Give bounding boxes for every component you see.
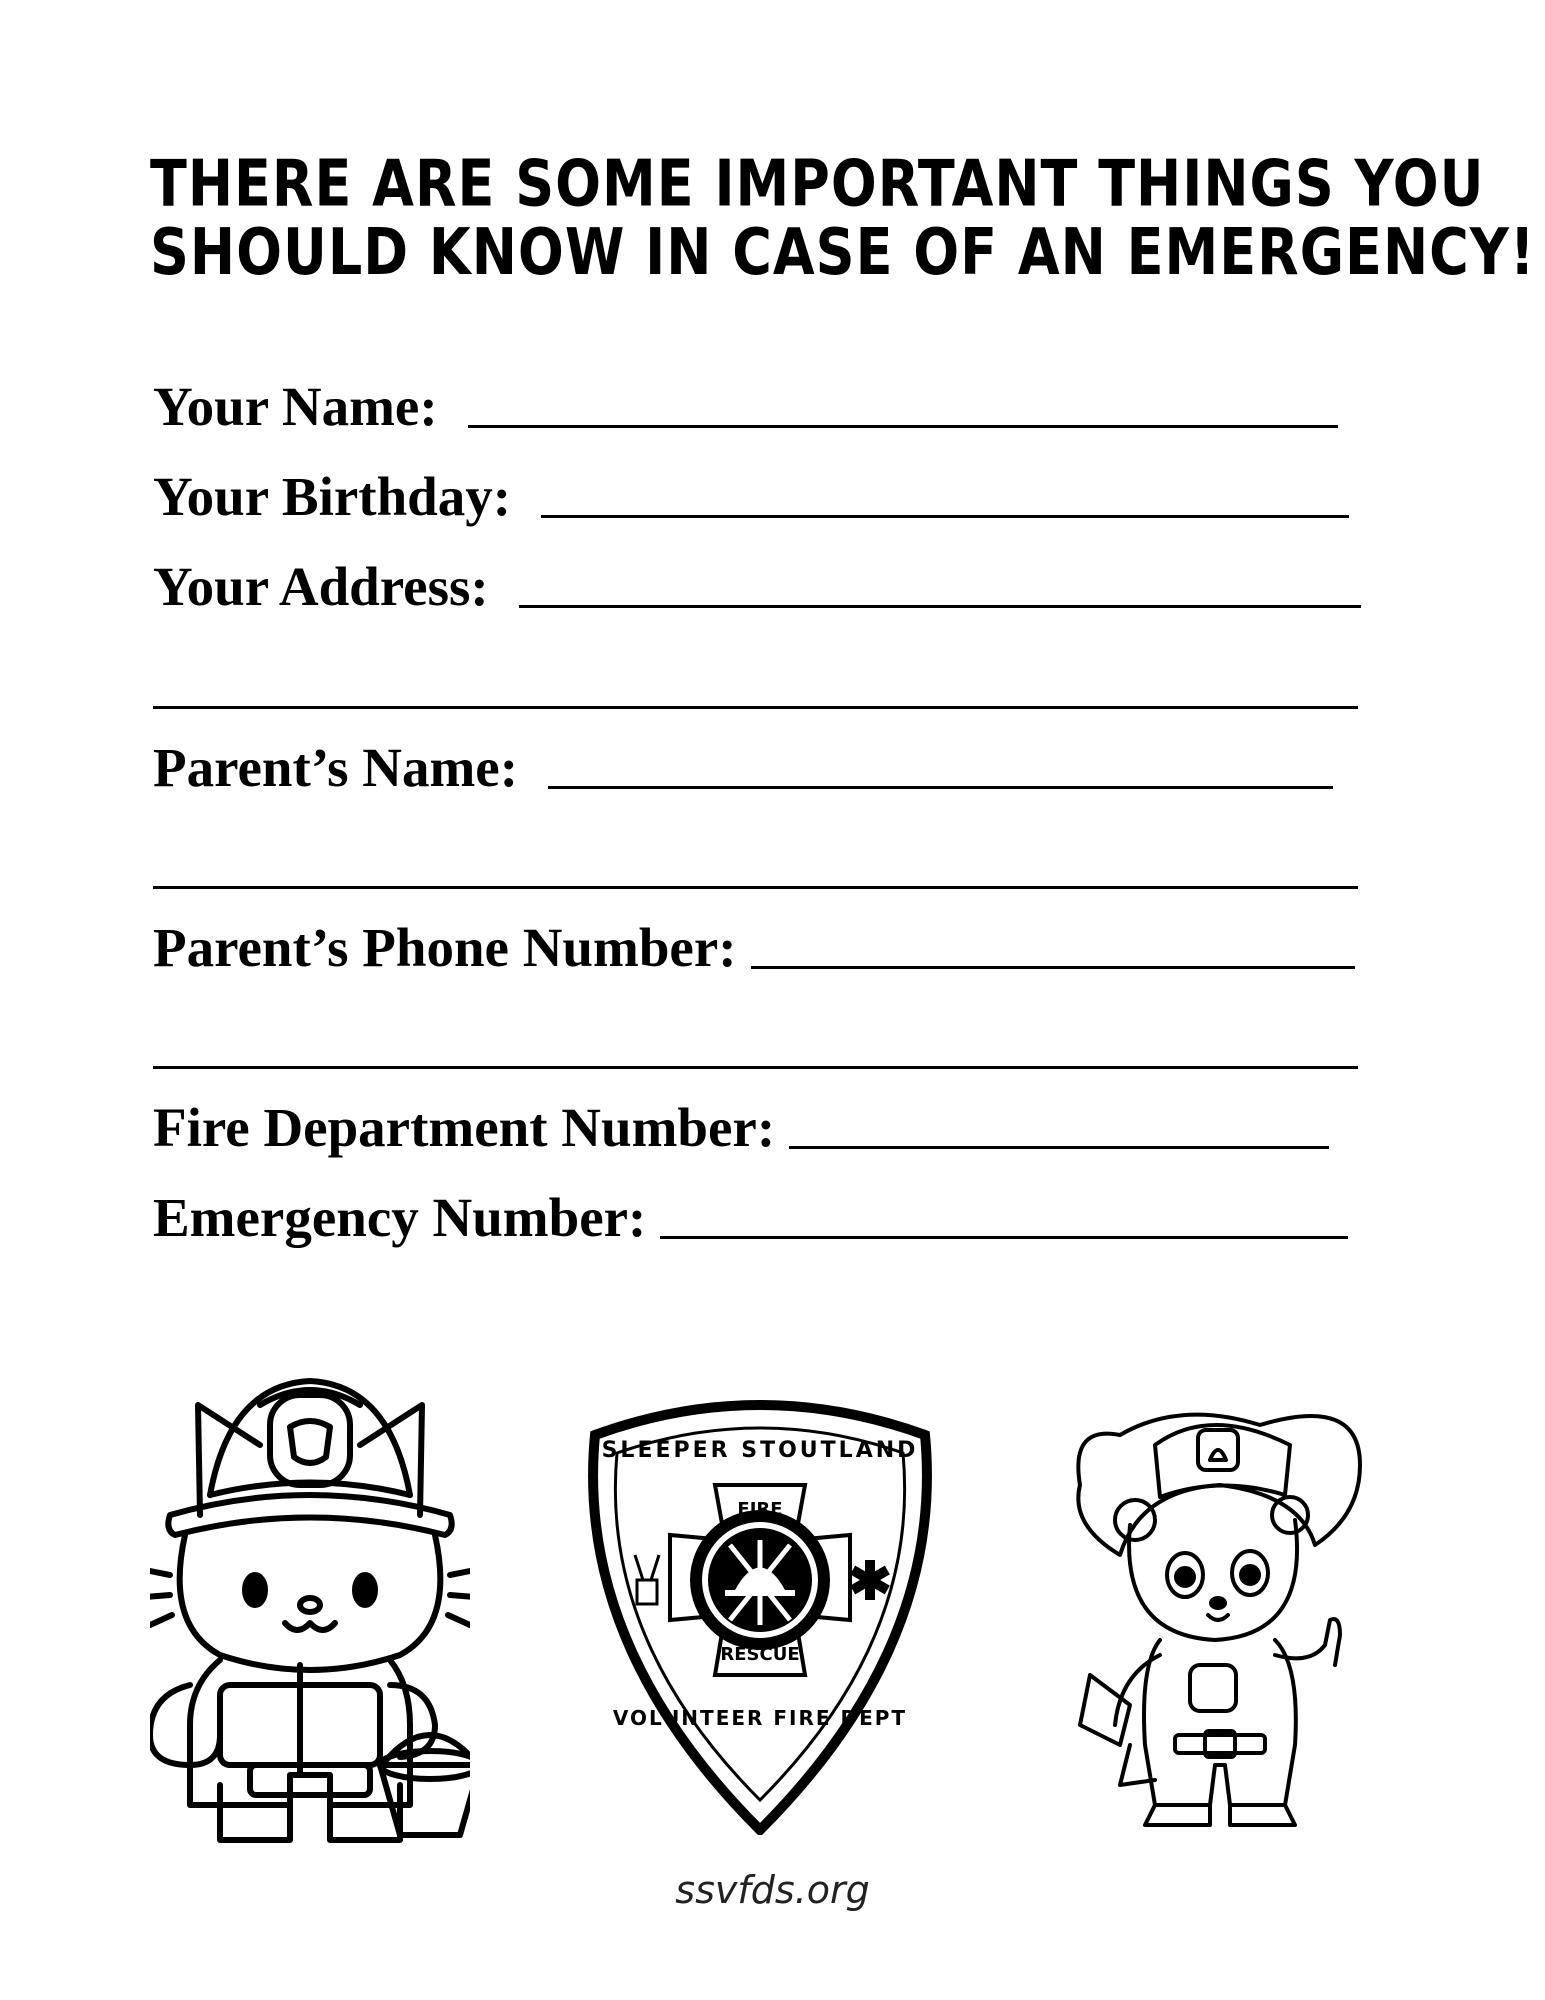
page-heading (150, 146, 1536, 290)
birthday-label: Your Birthday: (153, 466, 512, 527)
name-row (153, 372, 1393, 442)
heading-line-2: SHOULD KNOW IN CASE OF AN EMERGENCY! (150, 214, 1536, 290)
badge-rescue-text: RESCUE (720, 1644, 800, 1665)
emergency-field[interactable] (660, 1234, 1348, 1239)
badge-bottom-text: VOLUNTEER FIRE DEPT (612, 1706, 908, 1730)
address-row (153, 552, 1393, 622)
fire-dept-label: Fire Department Number: (153, 1097, 776, 1158)
address-field[interactable] (519, 603, 1361, 608)
emergency-label: Emergency Number: (153, 1187, 647, 1248)
parent-phone-label: Parent’s Phone Number: (153, 917, 737, 978)
parent-name-field-line-2[interactable] (153, 886, 1358, 889)
parent-phone-field[interactable] (751, 964, 1355, 969)
fire-dept-row (153, 1093, 1393, 1163)
parent-name-label: Parent’s Name: (153, 737, 519, 798)
badge-top-text: SLEEPER STOUTLAND (601, 1438, 919, 1463)
website-url[interactable]: ssvfds.org (675, 1868, 870, 1912)
address-field-line-2[interactable] (153, 706, 1358, 709)
parent-name-field[interactable] (548, 784, 1333, 789)
badge-fire-text: FIRE (737, 1499, 783, 1520)
parent-phone-row (153, 913, 1393, 983)
birthday-field[interactable] (541, 513, 1349, 518)
name-field[interactable] (468, 423, 1338, 428)
parent-phone-field-line-2[interactable] (153, 1066, 1358, 1069)
fire-dept-field[interactable] (789, 1144, 1329, 1149)
fire-department-badge-logo (585, 1395, 935, 1835)
bear-firefighter-illustration (1060, 1405, 1370, 1835)
heading-line-1: THERE ARE SOME IMPORTANT THINGS YOU (150, 146, 1485, 221)
address-label: Your Address: (153, 556, 489, 617)
name-label: Your Name: (153, 376, 438, 437)
emergency-row (153, 1183, 1393, 1253)
birthday-row (153, 462, 1393, 532)
parent-name-row (153, 733, 1393, 803)
cat-firefighter-illustration (150, 1365, 470, 1845)
